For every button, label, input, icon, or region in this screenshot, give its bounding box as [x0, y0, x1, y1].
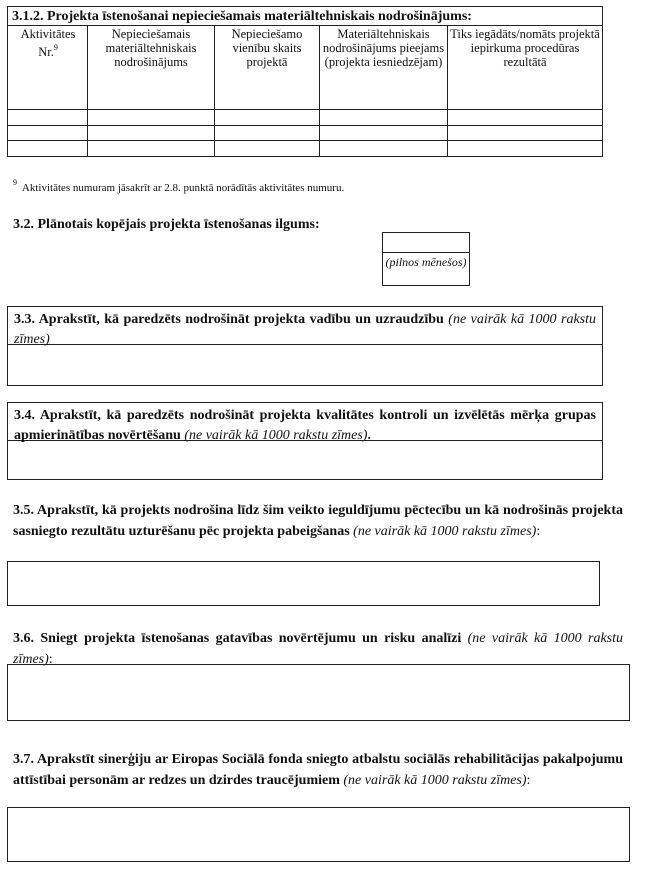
section-32-label: 3.2. Plānotais kopējais projekta īstenošanas ilgums: — [13, 217, 320, 232]
section-33-box — [7, 306, 603, 386]
col-header-available: Materiāltehniskais nodrošinājums pieejams (projekta iesniedzējam) — [322, 27, 445, 69]
col-divider — [214, 25, 215, 156]
section-36-input[interactable] — [7, 664, 630, 721]
table-row[interactable] — [8, 125, 602, 126]
col-header-needed: Nepieciešamais materiāltehniskais nodrošinājums — [105, 27, 197, 69]
table-header-divider — [8, 25, 602, 26]
col-divider — [87, 25, 88, 156]
col-header-procured: Tiks iegādāts/nomāts projektā iepirkuma procedūras rezultātā — [450, 27, 600, 69]
section-312-title: 3.1.2. Projekta īstenošanai nepieciešamais materiāltehniskais nodrošinājums: — [12, 9, 472, 24]
col-divider — [319, 25, 320, 156]
section-35-heading: 3.5. Aprakstīt, kā projekts nodrošina līdz šim veikto ieguldījumu pēctecību un kā nodrošinās projekta sasniegto rezultātu uzturēšanu pēc projekta pabeigšanas (ne vairāk kā 1000 rakstu zīmes): — [13, 503, 623, 539]
section-34-heading: 3.4. Aprakstīt, kā paredzēts nodrošināt projekta kvalitātes kontroli un izvēlētās mērķa grupas apmierinātības novērtēšanu (ne vairāk kā 1000 rakstu zīmes). — [8, 403, 602, 441]
footnote-marker: 9 — [13, 178, 17, 187]
section-33-heading: 3.3. Aprakstīt, kā paredzēts nodrošināt projekta vadību un uzraudzību (ne vairāk kā 1000 rakstu zīmes) — [8, 307, 602, 345]
col-divider — [447, 25, 448, 156]
col-header-activity: Aktivitātes Nr.$^9$ — [20, 27, 76, 59]
section-37-heading: 3.7. Aprakstīt sinerģiju ar Eiropas Sociālā fonda sniegto atbalstu sociālās rehabilitācijas pakalpojumu attīstībai personām ar redzes un dzirdes traucējumiem (ne vairāk kā 1000 rakstu zīmes): — [13, 752, 623, 788]
table-row[interactable] — [8, 109, 602, 110]
section-35-input[interactable] — [7, 561, 600, 606]
table-row[interactable] — [8, 140, 602, 141]
section-34-input[interactable] — [8, 441, 602, 479]
duration-field[interactable] — [382, 232, 470, 286]
section-33-input[interactable] — [8, 345, 602, 385]
section-37-input[interactable] — [7, 807, 630, 862]
duration-unit: (pilnos mēnešos) — [385, 255, 467, 269]
footnote-text: Aktivitātes numuram jāsakrīt ar 2.8. punktā norādītās aktivitātes numuru. — [21, 182, 345, 194]
footnote — [13, 178, 344, 194]
duration-divider — [383, 252, 469, 253]
section-36-heading: 3.6. Sniegt projekta īstenošanas gatavības novērtējumu un risku analīzi (ne vairāk kā 1000 rakstu zīmes): — [13, 631, 624, 667]
section-34-box — [7, 402, 603, 480]
materials-table — [7, 6, 603, 157]
col-header-units: Nepieciešamo vienību skaits projektā — [231, 27, 303, 69]
